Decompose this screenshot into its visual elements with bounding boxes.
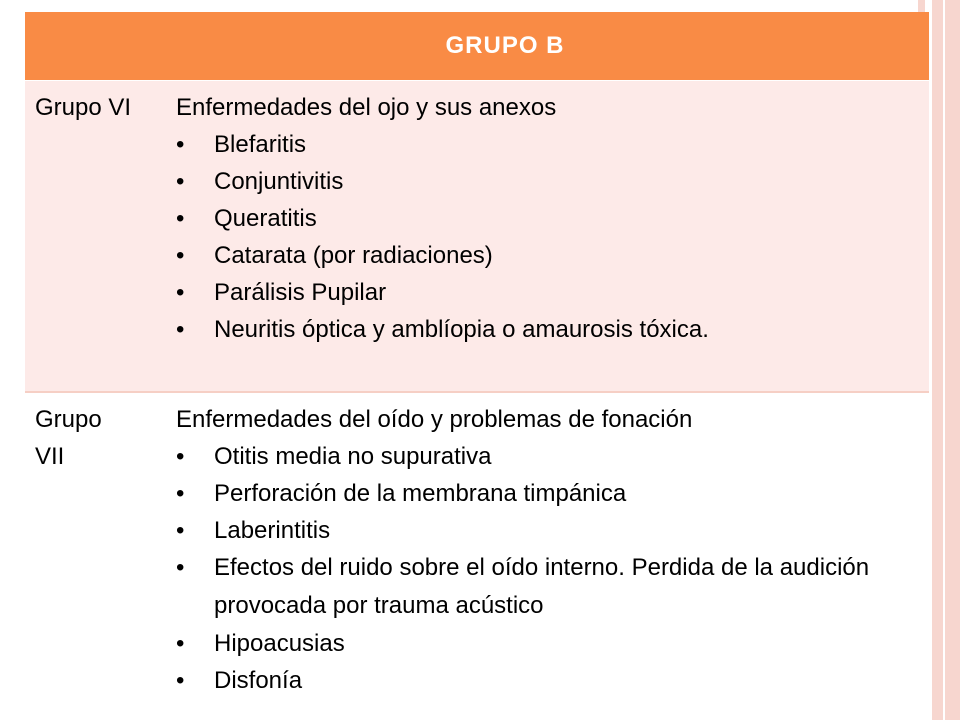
disease-list: [176, 438, 916, 699]
decorative-stripe-right: [932, 0, 960, 720]
list-item: • Queratitis: [176, 200, 916, 237]
group-heading: Enfermedades del oído y problemas de fonación: [176, 406, 693, 433]
list-item: • Hipoacusias: [176, 625, 916, 662]
grupo-b-table: [24, 12, 930, 720]
group-heading: Enfermedades del ojo y sus anexos: [176, 94, 557, 121]
group-content: [176, 89, 916, 348]
disease-list: [176, 126, 916, 348]
list-item: • Catarata (por radiaciones): [176, 237, 916, 274]
list-item: • Conjuntivitis: [176, 163, 916, 200]
list-item: • Neuritis óptica y amblíopia o amaurosis tóxica.: [176, 311, 916, 348]
table-header: [25, 12, 929, 80]
table-row-grupo-vii: [25, 391, 929, 720]
list-item: • Blefaritis: [176, 126, 916, 163]
list-item: • Parálisis Pupilar: [176, 274, 916, 311]
decorative-stripe-line: [943, 0, 945, 720]
list-item: • Otitis media no supurativa: [176, 438, 916, 475]
group-label: Grupo VI: [35, 94, 132, 121]
list-item: • Laberintitis: [176, 512, 916, 549]
list-item: • Efectos del ruido sobre el oído interno. Perdida de la audición provocada por trauma acústico: [176, 549, 916, 625]
group-label: [35, 401, 155, 475]
table-row-grupo-vi: [25, 80, 929, 391]
group-content: [176, 401, 916, 699]
group-label-line: Grupo: [35, 406, 102, 433]
table-title: GRUPO B: [445, 32, 565, 59]
list-item: • Disfonía: [176, 662, 916, 699]
group-label-line: VII: [35, 443, 65, 470]
list-item: • Perforación de la membrana timpánica: [176, 475, 916, 512]
